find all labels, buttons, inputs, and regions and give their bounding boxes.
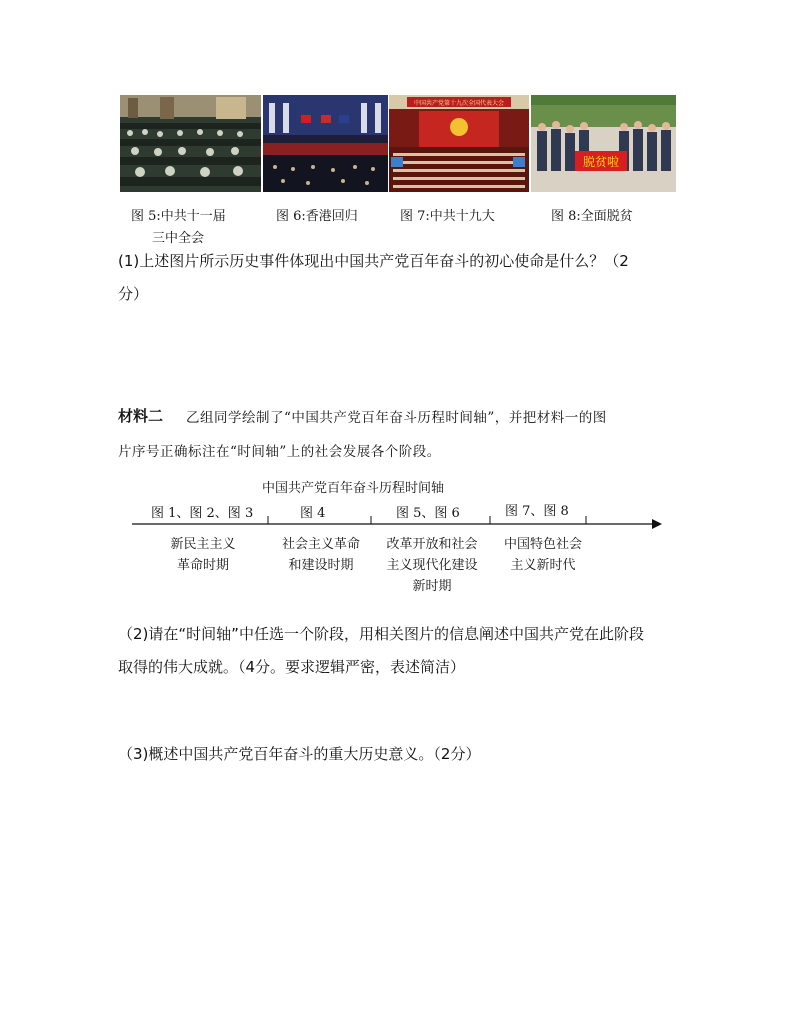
hall-banner-text: 中国共产党第十九次全国代表大会 (413, 100, 505, 107)
material-2-line2: 片序号正确标注在“时间轴”上的社会发展各个阶段。 (118, 444, 441, 460)
question-1-line2: 分） (118, 285, 149, 303)
handover-ceremony-photo (263, 95, 388, 192)
timeline-segment-2: 图 4 (300, 506, 326, 521)
timeline-arrow-icon (652, 519, 662, 529)
timeline-axis (128, 510, 668, 534)
stage-4-line2: 主义新时代 (510, 558, 576, 573)
congress-hall-photo (389, 95, 529, 192)
stage-4-line1: 中国特色社会 (503, 537, 582, 552)
question-2-line1: （2)请在“时间轴”中任选一个阶段，用相关图片的信息阐述中国共产党在此阶段 (118, 625, 644, 643)
stage-1-line2: 革命时期 (176, 558, 229, 573)
question-3-line1: （3)概述中国共产党百年奋斗的重大历史意义。（2分） (118, 745, 481, 763)
material-2-line1: 乙组同学绘制了“中国共产党百年奋斗历程时间轴”，并把材料一的图 (186, 410, 607, 426)
stage-3-line2: 主义现代化建设 (386, 558, 478, 573)
stage-1-line1: 新民主主义 (170, 537, 236, 552)
timeline-segment-3: 图 5、图 6 (396, 506, 460, 521)
timeline-title: 中国共产党百年奋斗历程时间轴 (262, 481, 445, 496)
meeting-photo (120, 95, 261, 192)
stage-2-line1: 社会主义革命 (281, 537, 360, 552)
stage-3-line3: 新时期 (412, 579, 452, 594)
stage-3-line1: 改革开放和社会 (386, 537, 478, 552)
timeline-stage-1 (148, 534, 258, 576)
material-2-label: 材料二 (118, 407, 164, 425)
question-2-line2: 取得的伟大成就。（4分。要求逻辑严密，表述简洁） (118, 658, 466, 676)
caption-fig8: 图 8:全面脱贫 (551, 209, 633, 224)
timeline-segment-4: 图 7、图 8 (505, 504, 569, 519)
timeline-stage-3 (374, 534, 490, 597)
caption-fig5-line2: 三中全会 (152, 231, 205, 246)
timeline-segment-1: 图 1、图 2、图 3 (151, 506, 254, 521)
caption-fig6: 图 6:香港回归 (276, 209, 358, 224)
question-1-line1: (1)上述图片所示历史事件体现出中国共产党百年奋斗的初心使命是什么？（2 (118, 252, 629, 270)
timeline-stage-2 (266, 534, 376, 576)
banner-text: 脱贫啦 (582, 155, 620, 169)
stage-2-line2: 和建设时期 (288, 558, 354, 573)
timeline-stage-4 (488, 534, 598, 576)
caption-fig7: 图 7:中共十九大 (400, 209, 495, 224)
caption-fig5-line1: 图 5:中共十一届 (131, 209, 226, 224)
poverty-alleviation-photo (531, 95, 676, 192)
